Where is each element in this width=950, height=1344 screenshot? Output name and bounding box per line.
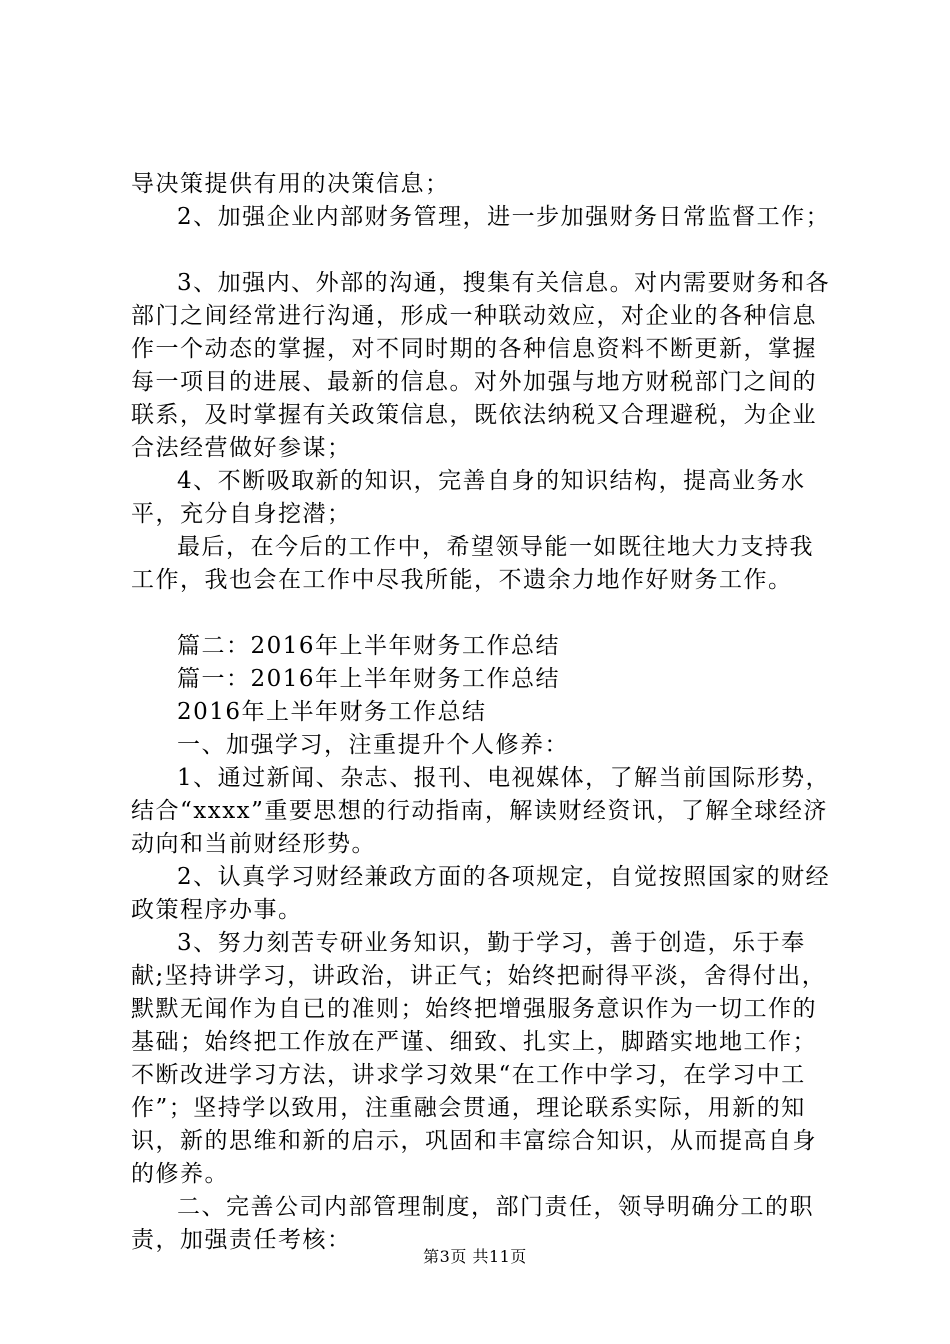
paragraph-gap	[131, 234, 831, 267]
paragraph-continuation: 导决策提供有用的决策信息；	[131, 171, 450, 197]
paragraph-item-2: 2、加强企业内部财务管理，进一步加强财务日常监督工作；	[177, 204, 831, 230]
section-heading-part-two: 篇二：2016年上半年财务工作总结	[177, 633, 561, 659]
document-title: 2016年上半年财务工作总结	[177, 699, 487, 725]
section-heading-two: 二、完善公司内部管理制度，部门责任，领导明确分工的职责，加强责任考核：	[131, 1194, 814, 1253]
paragraph-closing: 最后，在今后的工作中，希望领导能一如既往地大力支持我工作，我也会在工作中尽我所能，不遗余力地作好财务工作。	[131, 534, 814, 593]
paragraph-learning-3: 3、努力刻苦专研业务知识，勤于学习，善于创造，乐于奉献;坚持讲学习，讲政治，讲正气；始终把耐得平淡，舍得付出，默默无闻作为自已的准则；始终把增强服务意识作为一切工作的基础；始终把工作放在严谨、细致、扎实上，脚踏实地地工作；不断改进学习方法，讲求学习效果“在工作中学习，在学习中工作”；坚持学以致用，注重融会贯通，理论联系实际，用新的知识，新的思维和新的启示，巩固和丰富综合知识，从而提高自身的修养。	[131, 930, 827, 1187]
paragraph-learning-2: 2、认真学习财经兼政方面的各项规定，自觉按照国家的财经政策程序办事。	[131, 864, 831, 923]
paragraph-learning-1: 1、通过新闻、杂志、报刊、电视媒体，了解当前国际形势，结合“xxxx”重要思想的行动指南，解读财经资讯，了解全球经济动向和当前财经形势。	[131, 765, 831, 857]
page-number-footer: 第3页 共11页	[423, 1247, 527, 1266]
section-heading-part-one: 篇一：2016年上半年财务工作总结	[177, 666, 561, 692]
paragraph-item-4: 4、不断吸取新的知识，完善自身的知识结构，提高业务水平，充分自身挖潜；	[131, 468, 806, 527]
document-body	[131, 168, 831, 1257]
section-heading-one: 一、加强学习，注重提升个人修养：	[177, 732, 569, 758]
paragraph-gap	[131, 597, 831, 630]
paragraph-item-3: 3、加强内、外部的沟通，搜集有关信息。对内需要财务和各部门之间经常进行沟通，形成一种联动效应，对企业的各种信息作一个动态的掌握，对不同时期的各种信息资料不断更新，掌握每一项目的进展、最新的信息。对外加强与地方财税部门之间的联系，及时掌握有关政策信息，既依法纳税又合理避税，为企业合法经营做好参谋；	[131, 270, 831, 461]
